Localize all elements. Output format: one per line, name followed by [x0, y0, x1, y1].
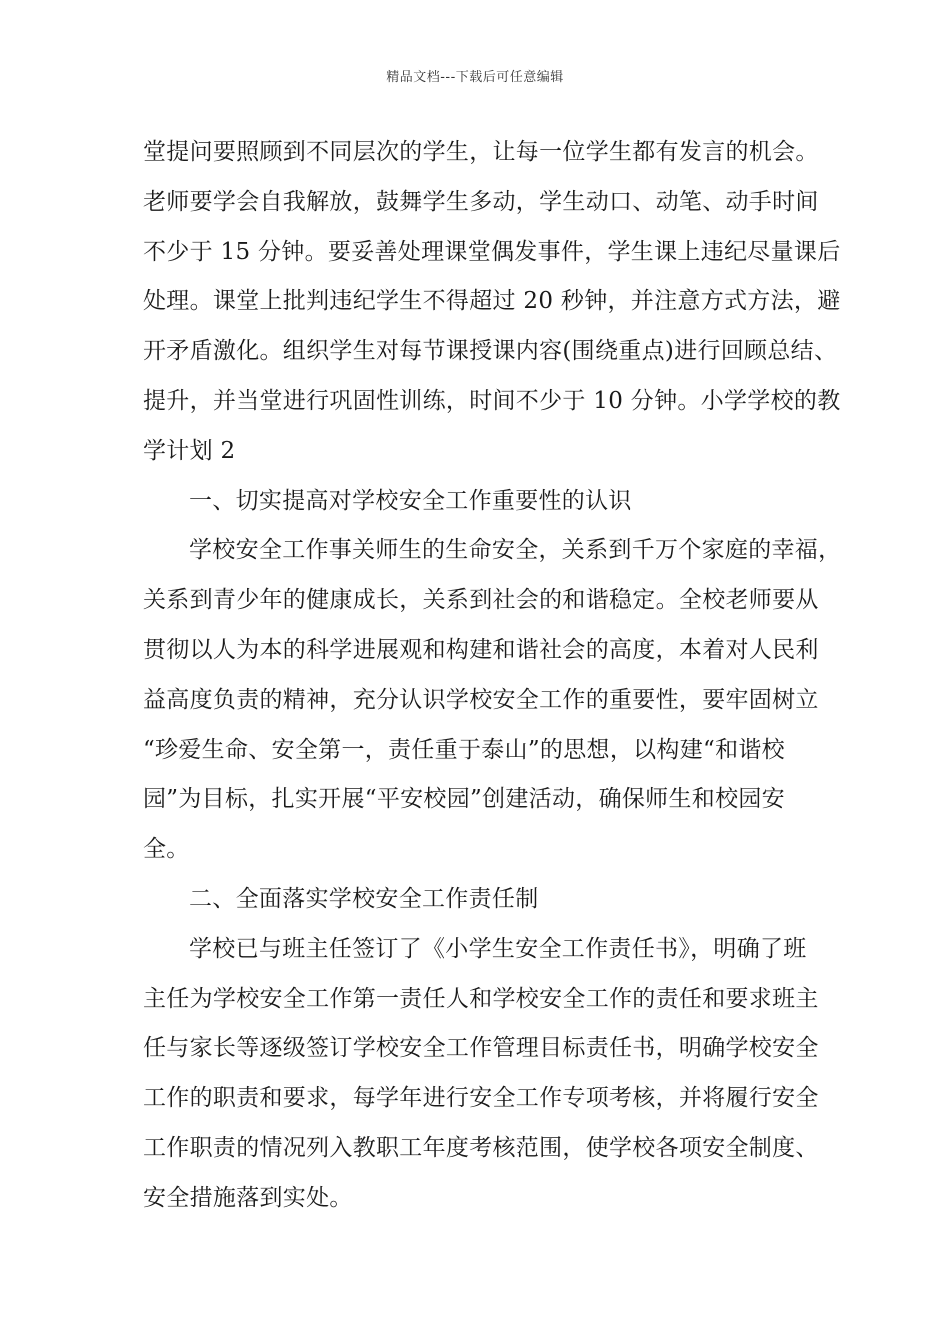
text-line: 堂提问要照顾到不同层次的学生，让每一位学生都有发言的机会。 — [143, 139, 819, 165]
text-line: 全。 — [143, 836, 190, 863]
section-heading: 二、全面落实学校安全工作责任制 — [189, 885, 539, 912]
text-line: 学计划 2 — [143, 437, 236, 464]
text-line: 学校安全工作事关师生的生命安全，关系到千万个家庭的幸福， — [189, 537, 842, 564]
text-line: 贯彻以人为本的科学进展观和构建和谐社会的高度，本着对人民利 — [143, 636, 819, 663]
text-line: 处理。课堂上批判违纪学生不得超过 20 秒钟，并注意方式方法，避 — [143, 288, 841, 315]
text-line: 关系到青少年的健康成长，关系到社会的和谐稳定。全校老师要从 — [143, 587, 819, 614]
text-line: 开矛盾激化。组织学生对每节课授课内容(围绕重点)进行回顾总结、 — [143, 338, 838, 365]
text-line: 任与家长等逐级签订学校安全工作管理目标责任书，明确学校安全 — [143, 1035, 819, 1062]
document-body — [143, 128, 842, 1224]
text-line: 提升，并当堂进行巩固性训练，时间不少于 10 分钟。小学学校的教 — [143, 387, 841, 414]
text-line: 工作的职责和要求，每学年进行安全工作专项考核，并将履行安全 — [143, 1085, 819, 1112]
text-line: 安全措施落到实处。 — [143, 1184, 353, 1211]
text-line: 益高度负责的精神，充分认识学校安全工作的重要性，要牢固树立 — [143, 686, 819, 713]
text-line: 老师要学会自我解放，鼓舞学生多动，学生动口、动笔、动手时间 — [143, 188, 819, 215]
page-header: 精品文档---下载后可任意编辑 — [386, 70, 564, 85]
text-line: 不少于 15 分钟。要妥善处理课堂偶发事件，学生课上违纪尽量课后 — [143, 238, 841, 265]
text-line: “珍爱生命、安全第一，责任重于泰山”的思想，以构建“和谐校 — [143, 736, 785, 763]
text-line: 工作职责的情况列入教职工年度考核范围，使学校各项安全制度、 — [143, 1134, 819, 1161]
text-line: 园”为目标，扎实开展“平安校园”创建活动，确保师生和校园安 — [143, 786, 785, 813]
text-line: 学校已与班主任签订了《小学生安全工作责任书》，明确了班 — [189, 935, 807, 962]
text-line: 主任为学校安全工作第一责任人和学校安全工作的责任和要求班主 — [143, 985, 819, 1012]
section-heading: 一、切实提高对学校安全工作重要性的认识 — [189, 487, 632, 514]
